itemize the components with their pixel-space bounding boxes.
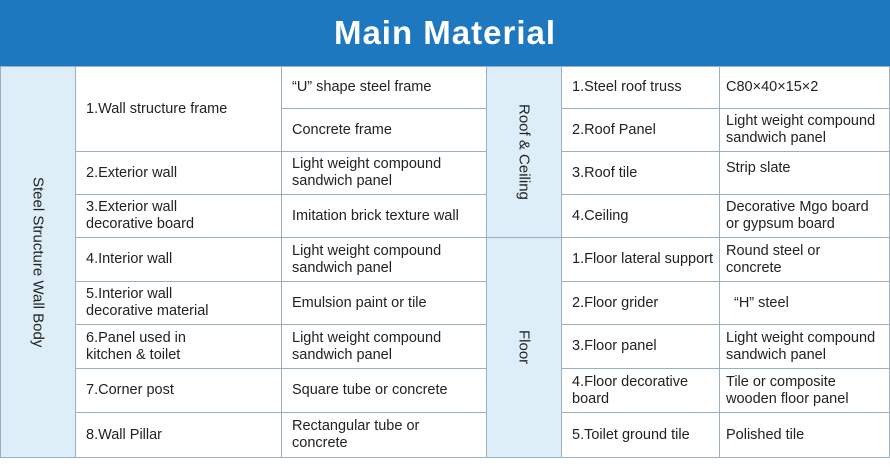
table-row-material: “U” shape steel frame: [281, 66, 487, 109]
table-row-material: Emulsion paint or tile: [281, 281, 487, 325]
table-row-material: Light weight compound sandwich panel: [281, 237, 487, 282]
table-row-item: 3.Roof tile: [561, 151, 720, 195]
table-row-material: C80×40×15×2: [719, 66, 890, 109]
table-row-item: 2.Exterior wall: [75, 151, 282, 195]
material-table: [0, 66, 890, 458]
page-title: Main Material: [0, 0, 890, 66]
table-row-material: Light weight compound sandwich panel: [281, 151, 487, 195]
table-row-material: Light weight compound sandwich panel: [281, 324, 487, 369]
table-row-item: 6.Panel used in kitchen & toilet: [75, 324, 282, 369]
table-row-material: Polished tile: [719, 412, 890, 458]
table-row-item: 1.Steel roof truss: [561, 66, 720, 109]
table-row-material: “H” steel: [719, 281, 890, 325]
table-row-item: 8.Wall Pillar: [75, 412, 282, 458]
table-row-item: 3.Exterior wall decorative board: [75, 194, 282, 238]
steel-structure-wall-body-label: [0, 66, 76, 458]
table-row-material: Square tube or concrete: [281, 368, 487, 413]
table-row-material: Strip slate: [719, 151, 890, 195]
table-row-material: Round steel or concrete: [719, 237, 890, 282]
table-row-material: Concrete frame: [281, 108, 487, 152]
table-row-item: 5.Interior wall decorative material: [75, 281, 282, 325]
table-row-material: Imitation brick texture wall: [281, 194, 487, 238]
floor-label: [486, 237, 562, 458]
section-label-text: Steel Structure Wall Body: [29, 176, 47, 348]
table-row-item: 2.Roof Panel: [561, 108, 720, 152]
table-row-material: Tile or composite wooden floor panel: [719, 368, 890, 413]
table-row-item: 3.Floor panel: [561, 324, 720, 369]
table-row-item: 2.Floor grider: [561, 281, 720, 325]
section-label-text: Roof & Ceiling: [515, 104, 533, 200]
section-label-text: Floor: [515, 330, 533, 365]
table-row-material: Light weight compound sandwich panel: [719, 108, 890, 152]
table-row-material: Rectangular tube or concrete: [281, 412, 487, 458]
table-row-item: 7.Corner post: [75, 368, 282, 413]
table-row-item: 1.Wall structure frame: [75, 66, 282, 152]
table-row-item: 4.Floor decorative board: [561, 368, 720, 413]
table-row-material: Decorative Mgo board or gypsum board: [719, 194, 890, 238]
table-row-material: Light weight compound sandwich panel: [719, 324, 890, 369]
table-row-item: 4.Interior wall: [75, 237, 282, 282]
table-row-item: 5.Toilet ground tile: [561, 412, 720, 458]
table-row-item: 1.Floor lateral support: [561, 237, 720, 282]
roof-ceiling-label: [486, 66, 562, 238]
table-row-item: 4.Ceiling: [561, 194, 720, 238]
